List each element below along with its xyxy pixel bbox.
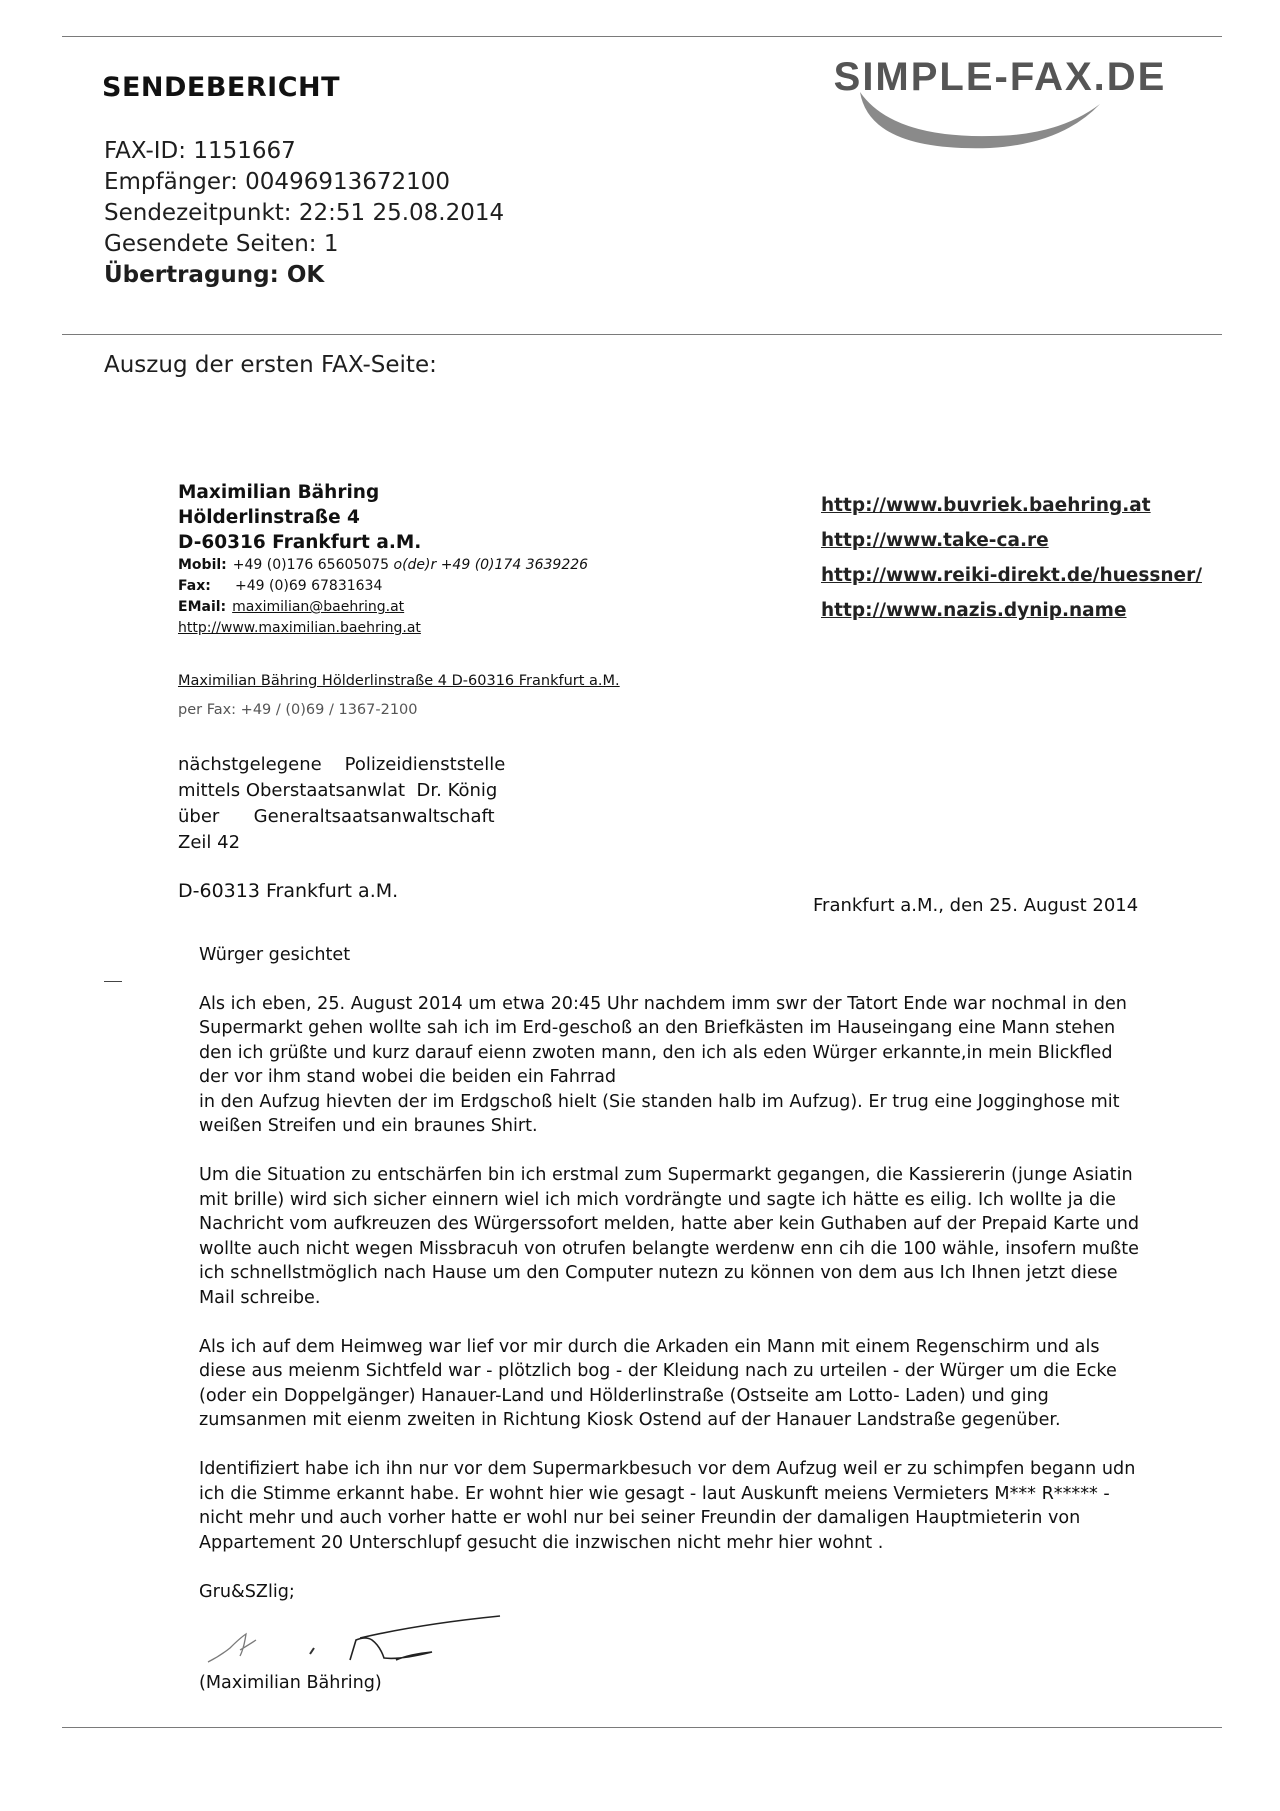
handwritten-signature xyxy=(200,1604,520,1684)
paragraph-4 xyxy=(199,1457,1159,1555)
pages-sent: Gesendete Seiten: 1 xyxy=(104,231,339,257)
mobil-alt: o(de)r +49 (0)174 3639226 xyxy=(393,557,589,573)
send-time: Sendezeitpunkt: 22:51 25.08.2014 xyxy=(104,200,505,226)
paragraph-line: mit brille) wird sich sicher einnern wiel ich mich vordrängte und sagte ich hätte es eilig. Ich wollte ja die xyxy=(199,1189,1116,1210)
recipient-number: Empfänger: 00496913672100 xyxy=(104,169,451,195)
paragraph-line: weißen Streifen und ein braunes Shirt. xyxy=(199,1116,538,1136)
paragraph-line: nicht mehr und auch vorher hatte er wohl nur bei seiner Freundin der damaligen Hauptmieterin von xyxy=(199,1508,1081,1528)
paragraph-line: den ich grüßte und kurz darauf eienn zwoten mann, den ich als eden Würger erkannte,in mein Blickfled xyxy=(199,1042,1113,1063)
paragraph-line: Identifiziert habe ich ihn nur vor dem Supermarkbesuch vor dem Aufzug weil er zu schimpfen begann udn xyxy=(199,1459,1136,1479)
report-title: SENDEBERICHT xyxy=(102,72,341,103)
signer-name: (Maximilian Bähring) xyxy=(199,1673,382,1693)
paragraph-line: Um die Situation zu entschärfen bin ich erstmal zum Supermarkt gegangen, die Kassiererin (junge Asiatin xyxy=(199,1165,1133,1185)
sender-city: D-60316 Frankfurt a.M. xyxy=(178,532,422,553)
paragraph-line: in den Aufzug hievten der im Erdgschoß hielt (Sie standen halb im Aufzug). Er trug eine Jogginghose mit xyxy=(199,1091,1120,1112)
letter-body xyxy=(199,943,1159,1604)
paragraph-line: Nachricht vom aufkreuzen des Würgerssofort melden, hatte aber kein Guthaben auf der Prepaid Karte und xyxy=(199,1214,1140,1234)
per-fax-number: per Fax: +49 / (0)69 / 1367-2100 xyxy=(178,702,418,718)
paragraph-line: diese aus meienm Sichtfeld war - plötzlich bog - der Kleidung nach zu urteilen - der Würger um die Ecke xyxy=(199,1361,1117,1381)
paragraph-3 xyxy=(199,1335,1159,1433)
recipient-block xyxy=(178,752,505,904)
mobil-value: +49 (0)176 65605075 xyxy=(232,557,390,573)
letter-subject: Würger gesichtet xyxy=(199,945,351,965)
links-block xyxy=(821,488,1202,628)
report-info xyxy=(104,136,504,291)
recipient-city: D-60313 Frankfurt a.M. xyxy=(178,880,399,902)
link-take-care[interactable]: http://www.take-ca.re xyxy=(821,530,1049,551)
paragraph-2 xyxy=(199,1163,1159,1310)
signature-stroke-1 xyxy=(208,1634,256,1662)
paragraph-line: Mail schreibe. xyxy=(199,1287,321,1308)
signature-graphic xyxy=(200,1604,520,1684)
paragraph-line: Als ich eben, 25. August 2014 um etwa 20:45 Uhr nachdem imm swr der Tatort Ende war nochmal in den xyxy=(199,993,1127,1014)
sender-mobil xyxy=(178,555,588,576)
excerpt-label: Auszug der ersten FAX-Seite: xyxy=(104,352,437,378)
paragraph-1 xyxy=(199,992,1159,1139)
paragraph-line: Als ich auf dem Heimweg war lief vor mir durch die Arkaden ein Mann mit einem Regenschirm und als xyxy=(199,1336,1100,1357)
sender-fax xyxy=(178,576,588,597)
bottom-divider xyxy=(62,1727,1222,1728)
middle-divider xyxy=(62,334,1222,335)
recipient-line-2: mittels Oberstaatsanwlat Dr. König xyxy=(178,780,498,801)
fax-label: Fax: xyxy=(178,578,211,594)
paragraph-line: ich schnellstmöglich nach Hause um den Computer nutezn zu können von dem aus Ich Ihnen jetzt diese xyxy=(199,1263,1118,1283)
link-nazis-dynip[interactable]: http://www.nazis.dynip.name xyxy=(821,600,1127,621)
sender-street: Hölderlinstraße 4 xyxy=(178,507,360,528)
link-reiki-direkt[interactable]: http://www.reiki-direkt.de/huessner/ xyxy=(821,565,1202,586)
paragraph-line: Supermarkt gehen wollte sah ich im Erd-geschoß an den Briefkästen im Hauseingang eine Mann stehen xyxy=(199,1018,1116,1038)
signature-stroke-2 xyxy=(310,1648,314,1654)
email-link[interactable]: maximilian@baehring.at xyxy=(232,599,405,615)
recipient-line-1: nächstgelegene Polizeidienststelle xyxy=(178,754,506,775)
paragraph-line: ich die Stimme erkannt habe. Er wohnt hier wie gesagt - laut Auskunft meiens Vermieters M*** R***** - xyxy=(199,1483,1110,1504)
fax-id: FAX-ID: 1151667 xyxy=(104,138,296,164)
return-address: Maximilian Bähring Hölderlinstraße 4 D-60316 Frankfurt a.M. xyxy=(178,673,620,689)
paragraph-line: wollte auch nicht wegen Missbracuh von otrufen belangte werdenw enn cih die 100 wähle, insofern mußte xyxy=(199,1238,1139,1259)
email-label: EMail: xyxy=(178,599,227,615)
sender-email xyxy=(178,597,588,618)
paragraph-line: der vor ihm stand wobei die beiden ein Fahrrad xyxy=(199,1067,617,1087)
sender-name: Maximilian Bähring xyxy=(178,482,380,503)
sender-website-link[interactable]: http://www.maximilian.baehring.at xyxy=(178,620,421,636)
mobil-label: Mobil: xyxy=(178,557,227,573)
link-buvriek[interactable]: http://www.buvriek.baehring.at xyxy=(821,495,1151,516)
sender-block xyxy=(178,480,588,639)
logo-text: SIMPLE-FAX.DE xyxy=(833,55,1167,99)
paragraph-line: zumsanmen mit eienm zweiten in Richtung Kiosk Ostend auf der Hanauer Landstraße gegenüber. xyxy=(199,1410,1061,1430)
logo-graphic xyxy=(800,54,1200,164)
recipient-line-4: Zeil 42 xyxy=(178,832,241,853)
logo-swoosh xyxy=(860,92,1100,148)
signature-stroke-3 xyxy=(350,1616,500,1660)
paragraph-line: (oder ein Doppelgänger) Hanauer-Land und Hölderlinstraße (Ostseite am Lotto- Laden) und ging xyxy=(199,1385,1049,1406)
date-line: Frankfurt a.M., den 25. August 2014 xyxy=(813,895,1139,916)
letter-closing: Gru&SZlig; xyxy=(199,1581,295,1602)
fax-value: +49 (0)69 67831634 xyxy=(235,578,383,594)
paragraph-line: Appartement 20 Unterschlupf gesucht die inzwischen nicht mehr hier wohnt . xyxy=(199,1532,884,1553)
recipient-line-3: über Generaltsaatsanwaltschaft xyxy=(178,806,495,827)
top-divider xyxy=(62,36,1222,37)
fold-mark xyxy=(104,981,122,982)
transmission-status: Übertragung: OK xyxy=(104,262,325,288)
simple-fax-logo xyxy=(800,54,1200,164)
